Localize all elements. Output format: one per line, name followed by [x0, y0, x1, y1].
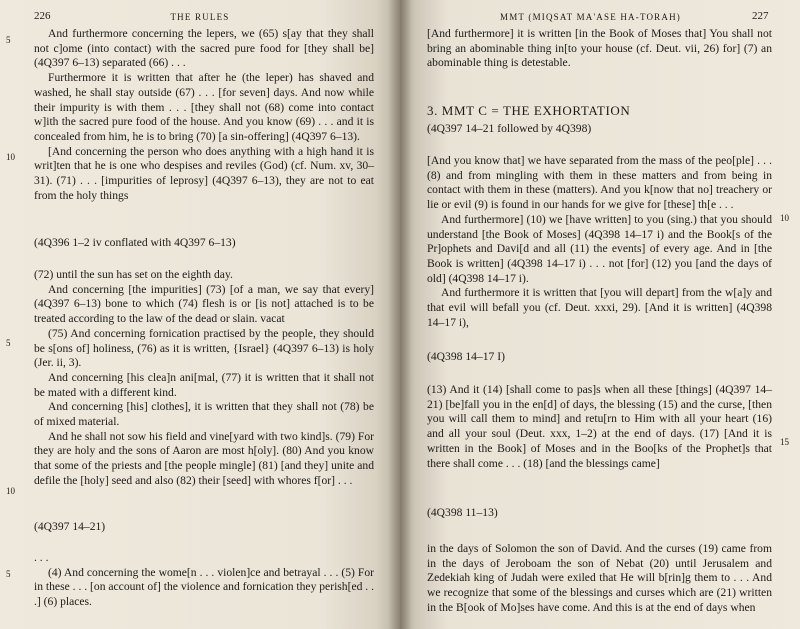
- paragraph: And concerning [his] clothes], it is written that they shall not (78) be of mixed material.: [34, 400, 374, 429]
- text-block-left-3: [34, 551, 374, 610]
- section-heading-right-2: (4Q398 11–13): [427, 506, 498, 519]
- section-heading-left-2: (4Q397 14–21): [34, 520, 106, 533]
- paragraph: [And you know that] we have separated from the mass of the peo[ple] . . . (8) and from mingling with them in these matters and from being in contact with them in these (matters). And you k[now that no] treachery or lie or evil (9) is found in our hands for we give for [these] th[e . . .: [427, 154, 772, 212]
- section-title-text: 3. MMT C = THE EXHORTATION: [427, 103, 631, 118]
- line-number: 5: [6, 338, 11, 348]
- right-page: [400, 0, 800, 629]
- text-block-right-2: [427, 154, 772, 330]
- section-subtitle: (4Q397 14–21 followed by 4Q398): [427, 121, 592, 135]
- running-head-right: MMT (MIQSAT MA'ASE HA-TORAH): [500, 12, 681, 22]
- paragraph: And he shall not sow his field and vine[yard with two kind]s. (79) For they are holy and the sons of Aaron are most h[oly]. (80) And you know that some of the priests and [the people mingle] (81) [and they] unite and defile the [holy] seed and also (82) their [seed] with whores f[or] . . .: [34, 429, 374, 487]
- page-number-right: 227: [752, 10, 769, 22]
- line-number: 10: [780, 213, 789, 223]
- paragraph: And concerning [the impurities] (73) [of a man, we say that every] (4Q397 6–13) bone to which (74) flesh is or [is not] attached is to be treated according to the law of the dead or slain. vacat: [34, 282, 374, 326]
- paragraph: in the days of Solomon the son of David. And the curses (19) came from in the days of Jeroboam the son of Nebat (20) until Jerusalem and Zedekiah king of Judah were exiled that He will b[rin]g them to . . . And we recognize that some of the blessings and curses which are (21) written in the B[ook of Mo]ses have come. And this is at the end of days when: [427, 542, 772, 614]
- paragraph: [And concerning the person who does anything with a high hand it is writ]ten that he is one who despises and reviles (God) (cf. Num. xv, 30–31). (71) . . . [impurities of leprosy] (4Q397 6–13), they are not to eat from the holy things: [34, 144, 374, 202]
- paragraph: [And furthermore] it is written [in the Book of Moses that] You shall not bring an abominable thing in[to your house (cf. Deut. vii, 26) for] (7) an abominable thing is detestable.: [427, 27, 772, 70]
- line-number: 15: [780, 437, 789, 447]
- line-number: 5: [6, 569, 11, 579]
- section-heading-right-1: (4Q398 14–17 I): [427, 350, 505, 363]
- paragraph: (75) And concerning fornication practised by the people, they should be s[ons of] holiness, (76) as it is written, {Israel} (4Q397 6–13) is holy (Jer. ii, 3).: [34, 326, 374, 370]
- page-number-left: 226: [34, 10, 51, 22]
- text-block-left-2: [34, 268, 374, 489]
- paragraph: (13) And it (14) [shall come to pas]s when all these [things] (4Q397 14–21) [be]fall you in the en[d] of days, the blessing (15) and the curse, [then you will call them to mind] and retu[rn to Him with all your heart (16) and all your soul (Deut. xxx, 1–2) at the end of days. (17) [And it is written in the Book] of Moses and in the Boo[ks of the Prophet]s that there shall come . . . (18) [and the blessings came]: [427, 383, 772, 470]
- running-head-left: THE RULES: [170, 12, 230, 22]
- text-block-right-1: [427, 27, 772, 71]
- paragraph: And furthermore it is written that [you will depart] from the w[a]y and that evil will befall you (cf. Deut. xxxi, 29). [And it is written] (4Q398 14–17 i),: [427, 286, 772, 329]
- paragraph: And furthermore] (10) we [have written] to you (sing.) that you should understand [the Book of Moses] (4Q398 14–17 i) and the Book[s of the Pr]ophets and Davi[d and all (11) the events] of every age. And in [the Book is written] (4Q398 14–17 i) . . . not [for] (12) you [and the days of old] (4Q398 14–17 i).: [427, 212, 772, 285]
- section-heading-left-1: (4Q396 1–2 iv conflated with 4Q397 6–13): [34, 236, 236, 249]
- section-title: [427, 104, 772, 136]
- book-gutter-shadow: [388, 0, 412, 629]
- text-block-right-4: [427, 542, 772, 616]
- text-block-left-1: [34, 27, 374, 203]
- paragraph: And furthermore concerning the lepers, we (65) s[ay that they shall not c]ome (into contact) with the sacred pure food for [they shall be] (4Q397 6–13) separated (66) . . .: [34, 27, 374, 70]
- paragraph: (72) until the sun has set on the eighth day.: [34, 268, 233, 281]
- paragraph: (4) And concerning the wome[n . . . violen]ce and betrayal . . . (5) For in these . . . [on account of] the violence and fornication they perish[ed . . .] (6) places.: [34, 565, 374, 609]
- paragraph: And concerning [his clea]n ani[mal, (77) it is written that it shall not be mated with a different kind.: [34, 370, 374, 399]
- line-number: 10: [6, 152, 15, 162]
- paragraph: Furthermore it is written that after he (the leper) has shaved and washed, he shall stay outside (67) . . . [for seven] days. And now while their impurity is with them . . . [they shall not (68) come into contact w]ith the sacred pure food of the house. And you know (69) . . . and it is concealed from him, he is to bring (70) [a sin-offering] (4Q397 6–13).: [34, 71, 374, 143]
- line-number: 5: [6, 35, 11, 45]
- paragraph: . . .: [34, 551, 49, 564]
- line-number: 10: [6, 486, 15, 496]
- text-block-right-3: [427, 383, 772, 471]
